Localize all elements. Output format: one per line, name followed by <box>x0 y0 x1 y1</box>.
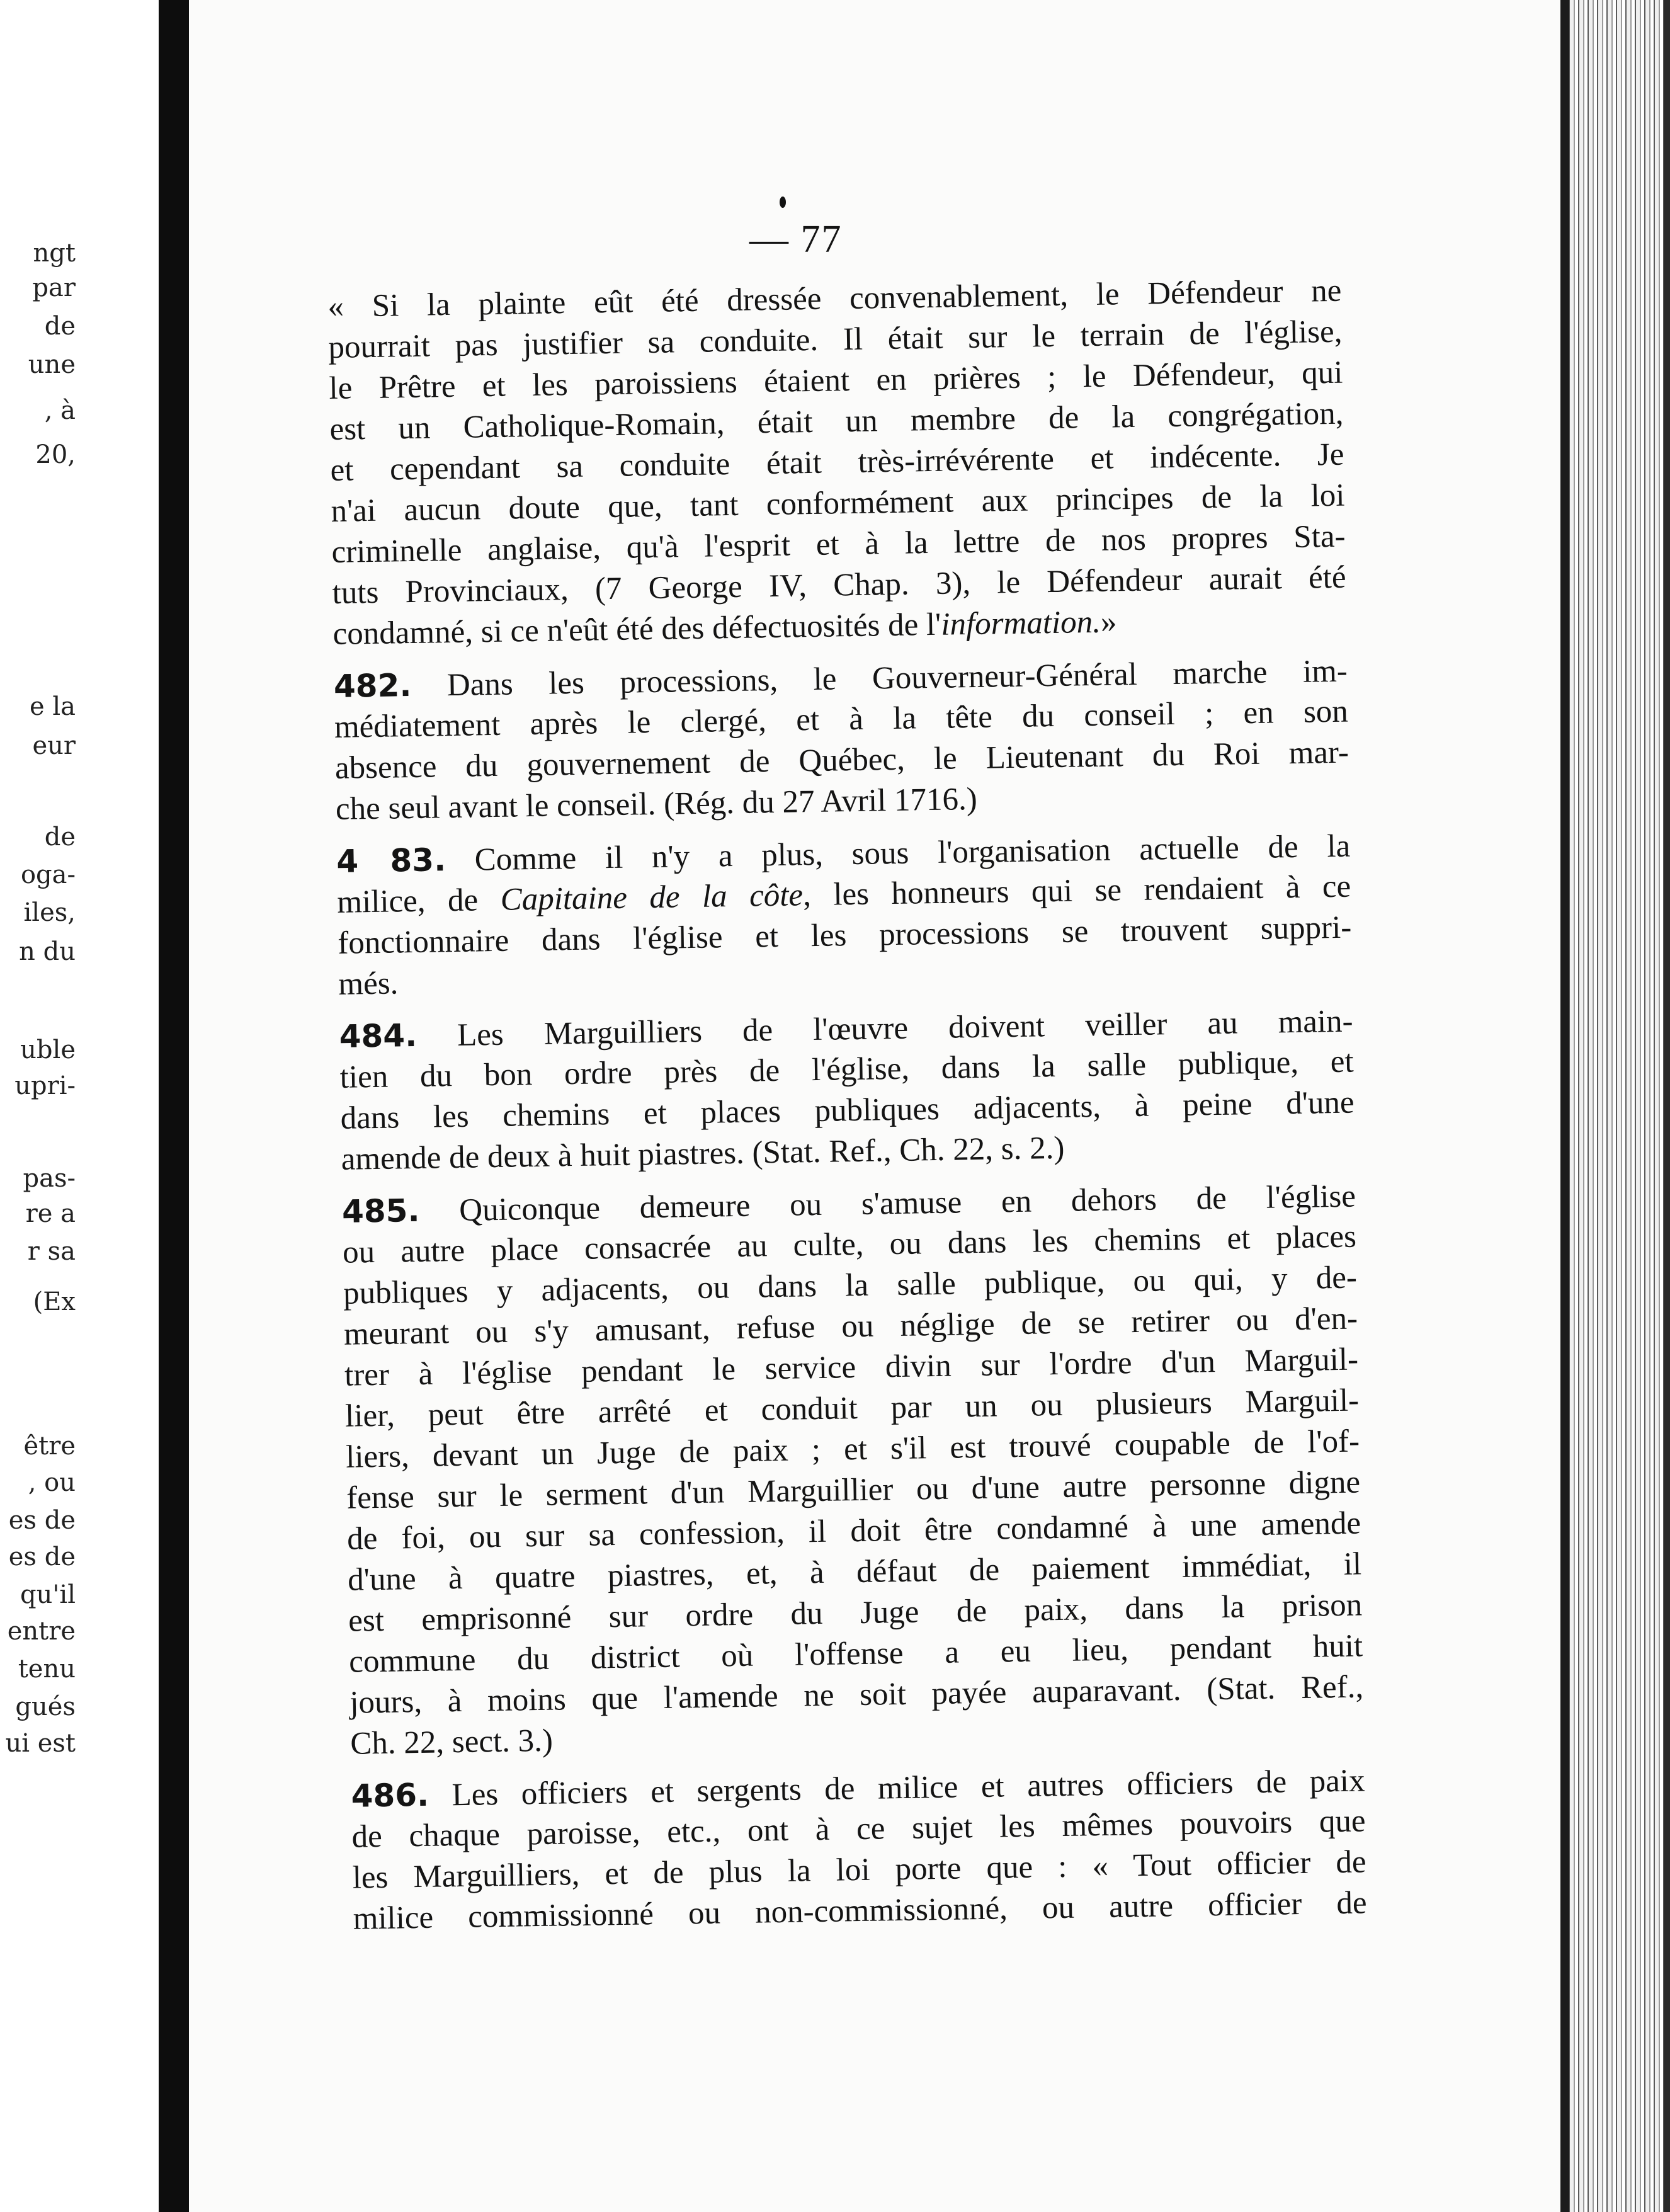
text-fragment: milice, de <box>336 882 501 920</box>
text-line: che seul avant le conseil. (Rég. du 27 Avril 1716.) <box>335 781 978 827</box>
text-line: d'une à quatre piastres, et, à défaut de paiement immédiat, il <box>347 1546 1362 1598</box>
left-page-fragment: es de <box>8 1542 76 1571</box>
paragraph-482 <box>333 651 1349 830</box>
text-line: fense sur le serment d'un Marguillier ou d'une autre personne digne <box>346 1464 1361 1516</box>
left-page-fragment: gués <box>15 1692 76 1721</box>
left-page-fragment: e la <box>29 692 76 721</box>
text-line: tien du bon ordre près de l'église, dans la salle publique, et <box>339 1044 1354 1095</box>
text-line: de foi, ou sur sa confession, il doit être condamné à une amende <box>346 1505 1361 1557</box>
italic-term: information. <box>940 604 1101 642</box>
paragraph-quote <box>327 271 1347 655</box>
book-gutter <box>159 0 189 2212</box>
left-page-fragment: uble <box>20 1035 76 1064</box>
text-line: médiatement après le clergé, et à la tête du conseil ; en son <box>334 693 1349 745</box>
left-page-fragment: re a <box>25 1199 76 1228</box>
left-page-fragment: iles, <box>23 898 76 927</box>
left-page-fragment: une <box>28 350 76 379</box>
left-page-fragment: (Ex <box>33 1287 76 1316</box>
text-fragment: condamné, si ce n'eût été des défectuosités de l' <box>332 607 941 652</box>
text-line: lier, peut être arrêté et conduit par un ou plusieurs Marguil- <box>344 1382 1360 1434</box>
text-line: publiques y adjacents, ou dans la salle publique, ou qui, y de- <box>343 1260 1358 1311</box>
left-page-fragment: 20, <box>35 440 76 469</box>
left-page-fragment: être <box>23 1432 76 1461</box>
article-number: 4 83. <box>336 841 446 880</box>
text-line: més. <box>338 966 399 1002</box>
text-fragment: Comme il n'y a plus, sous l'organisation actuelle de la <box>474 828 1351 878</box>
page-number: — 77 <box>749 218 843 261</box>
left-page-fragment: de <box>44 312 76 341</box>
text-fragment: , les honneurs qui se rendaient à ce <box>802 869 1351 913</box>
left-page-edge <box>0 0 159 2212</box>
left-page-fragment: upri- <box>14 1071 76 1100</box>
text-line: milice commissionné ou non-commissionné, ou autre officier de <box>353 1885 1367 1937</box>
text-line: les Marguilliers, et de plus la loi porte que : « Tout officier de <box>352 1844 1366 1896</box>
paragraph-483 <box>336 826 1353 1005</box>
text-line: de chaque paroisse, etc., ont à ce sujet les mêmes pouvoirs que <box>351 1803 1366 1855</box>
text-line: est emprisonné sur ordre du Juge de paix, dans la prison <box>348 1587 1363 1639</box>
text-line: amende de deux à huit piastres. (Stat. Ref., Ch. 22, s. 2.) <box>341 1130 1065 1177</box>
left-page-fragment: ngt <box>33 239 76 268</box>
text-line: Ch. 22, sect. 3.) <box>349 1723 554 1762</box>
left-page-fragment: es de <box>8 1506 76 1535</box>
left-page-fragment: n du <box>19 937 76 966</box>
paragraph-484 <box>339 1001 1355 1180</box>
text-line: est un Catholique-Romain, était un membre de la congrégation, <box>329 396 1344 447</box>
text-line: tuts Provinciaux, (7 George IV, Chap. 3), le Défendeur aurait été <box>332 559 1346 611</box>
text-line: fonctionnaire dans l'église et les processions se trouvent suppri- <box>337 909 1352 961</box>
paragraph-485 <box>342 1176 1365 1765</box>
text-line: dans les chemins et places publiques adjacents, à peine d'une <box>340 1085 1355 1136</box>
text-line: meurant ou s'y amusant, refuse ou néglige de se retirer ou d'en- <box>343 1301 1358 1352</box>
text-line: absence du gouvernement de Québec, le Lieutenant du Roi mar- <box>334 734 1349 786</box>
text-fragment: Les officiers et sergents de milice et autres officiers de paix <box>452 1763 1365 1813</box>
closing-quote: » <box>1100 604 1117 640</box>
ink-speck <box>780 197 786 208</box>
left-page-fragment: de <box>44 823 76 852</box>
text-line: le Prêtre et les paroissiens étaient en prières ; le Défendeur, qui <box>329 355 1343 406</box>
left-page-fragment: tenu <box>18 1655 76 1684</box>
italic-term: Capitaine de la côte <box>500 877 804 918</box>
left-page-fragment: , ou <box>28 1468 76 1497</box>
left-page-fragment: pas- <box>23 1164 76 1193</box>
text-line: criminelle anglaise, qu'à l'esprit et à la lettre de nos propres Sta- <box>331 518 1346 570</box>
text-line: commune du district où l'offense a eu lieu, pendant huit <box>348 1628 1363 1680</box>
left-page-fragment: entre <box>7 1617 76 1646</box>
text-fragment: Quiconque demeure ou s'amuse en dehors de l'église <box>458 1178 1356 1228</box>
text-line: « Si la plainte eût été dressée convenablement, le Défendeur ne <box>327 273 1342 324</box>
text-fragment: Dans les processions, le Gouverneur-Général marche im- <box>446 653 1348 704</box>
right-page-edge <box>1560 0 1670 2212</box>
page-edge-shadow <box>1560 0 1569 2212</box>
article-number: 486. <box>351 1776 429 1815</box>
text-fragment: Les Marguilliers de l'œuvre doivent veiller au main- <box>457 1003 1353 1053</box>
text-line: n'ai aucun doute que, tant conformément aux principes de la loi <box>331 477 1345 529</box>
left-page-fragment: r sa <box>27 1237 76 1266</box>
article-number: 485. <box>341 1192 420 1230</box>
article-number: 482. <box>333 666 412 705</box>
text-line: jours, à moins que l'amende ne soit payée auparavant. (Stat. Ref., <box>349 1669 1364 1721</box>
text-line: pourrait pas justifier sa conduite. Il était sur le terrain de l'église, <box>328 314 1343 365</box>
text-line: et cependant sa conduite était très-irrévérente et indécente. Je <box>330 436 1344 488</box>
text-line: trer à l'église pendant le service divin sur l'ordre d'un Marguil- <box>344 1342 1359 1393</box>
left-page-fragment: qu'il <box>20 1580 76 1609</box>
page-body <box>327 271 1367 1951</box>
text-line: liers, devant un Juge de paix ; et s'il est trouvé coupable de l'of- <box>345 1423 1360 1475</box>
text-line: ou autre place consacrée au culte, ou dans les chemins et places <box>342 1219 1357 1270</box>
paragraph-486 <box>351 1760 1367 1939</box>
left-page-fragment: eur <box>32 731 76 760</box>
page-edge-shadow <box>1664 0 1670 2212</box>
left-page-fragment: oga- <box>20 860 76 889</box>
left-page-fragment: ui est <box>5 1729 76 1758</box>
left-page-fragment: , à <box>44 396 76 425</box>
left-page-fragment: par <box>32 273 76 302</box>
article-number: 484. <box>339 1017 418 1055</box>
